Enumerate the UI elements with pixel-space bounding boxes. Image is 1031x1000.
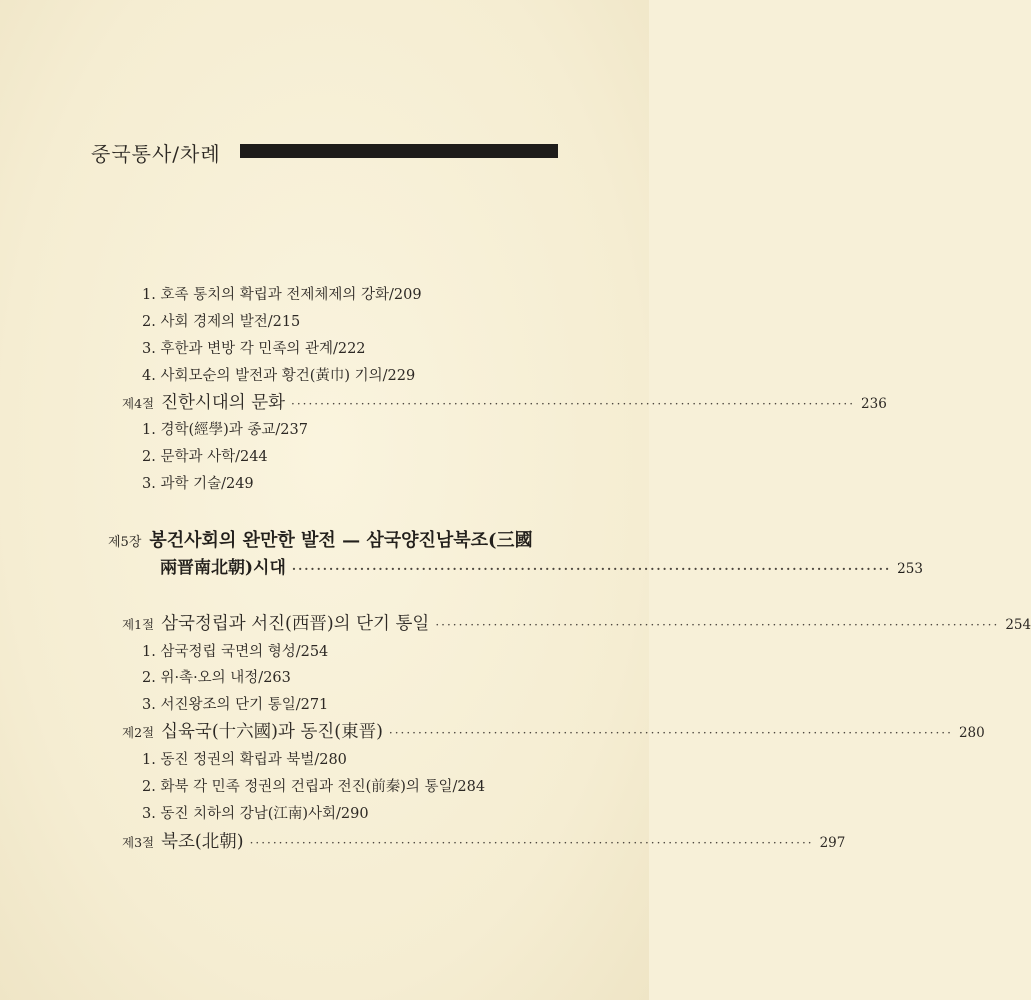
section-page: 297 [819, 835, 846, 851]
chapter-prefix: 제5장 [108, 535, 142, 550]
section-title: 북조(北朝) [161, 832, 244, 852]
toc-entry: 1. 경학(經學)과 종교/237 [142, 422, 308, 438]
toc-entry: 1. 삼국정립 국면의 형성/254 [142, 644, 329, 660]
chapter-title-line2: 兩晋南北朝)시대 [160, 558, 286, 578]
section-page: 280 [958, 725, 985, 741]
dot-leader: ································································································· [435, 618, 1000, 632]
toc-entry: 2. 화북 각 민족 정권의 건립과 전진(前秦)의 통일/284 [142, 779, 486, 795]
dot-leader: ································································································· [291, 562, 892, 576]
section-title: 진한시대의 문화 [161, 393, 286, 413]
toc-chapter-5 [108, 526, 533, 552]
section-prefix: 제4절 [122, 396, 155, 411]
section-page: 236 [861, 396, 887, 412]
toc-entry: 1. 동진 정권의 확립과 북벌/280 [142, 752, 347, 768]
chapter-title-line1: 봉건사회의 완만한 발전 — 삼국양진남북조(三國 [149, 530, 533, 551]
toc-chapter-5-line2 [160, 553, 923, 578]
section-title: 십육국(十六國)과 동진(東晋) [161, 722, 383, 742]
toc-section-4 [122, 389, 887, 414]
toc-entry: 2. 문학과 사학/244 [142, 449, 268, 465]
toc-entry: 3. 동진 치하의 강남(江南)사회/290 [142, 806, 369, 822]
section-page: 254 [1005, 617, 1031, 633]
section-prefix: 제3절 [122, 835, 155, 850]
toc-entry: 2. 사회 경제의 발전/215 [142, 314, 301, 330]
page-header-title: 중국통사/차례 [91, 142, 221, 166]
toc-section-3 [122, 828, 846, 853]
section-title: 삼국정립과 서진(西晋)의 단기 통일 [161, 614, 430, 634]
toc-section-1 [122, 610, 1031, 635]
toc-section-2 [122, 718, 985, 743]
section-prefix: 제1절 [122, 617, 155, 632]
section-prefix: 제2절 [122, 725, 155, 740]
toc-entry: 1. 호족 통치의 확립과 전제체제의 강화/209 [142, 287, 422, 303]
toc-entry: 4. 사회모순의 발전과 황건(黃巾) 기의/229 [142, 368, 416, 384]
header-bar [240, 144, 558, 158]
toc-entry: 3. 과학 기술/249 [142, 476, 254, 492]
chapter-page: 253 [897, 561, 923, 577]
toc-entry: 3. 서진왕조의 단기 통일/271 [142, 697, 329, 713]
toc-entry: 2. 위·촉·오의 내정/263 [142, 670, 291, 686]
dot-leader: ································································································· [249, 836, 814, 850]
dot-leader: ································································································· [388, 726, 953, 740]
dot-leader: ································································································· [291, 397, 856, 411]
toc-entry: 3. 후한과 변방 각 민족의 관계/222 [142, 341, 366, 357]
